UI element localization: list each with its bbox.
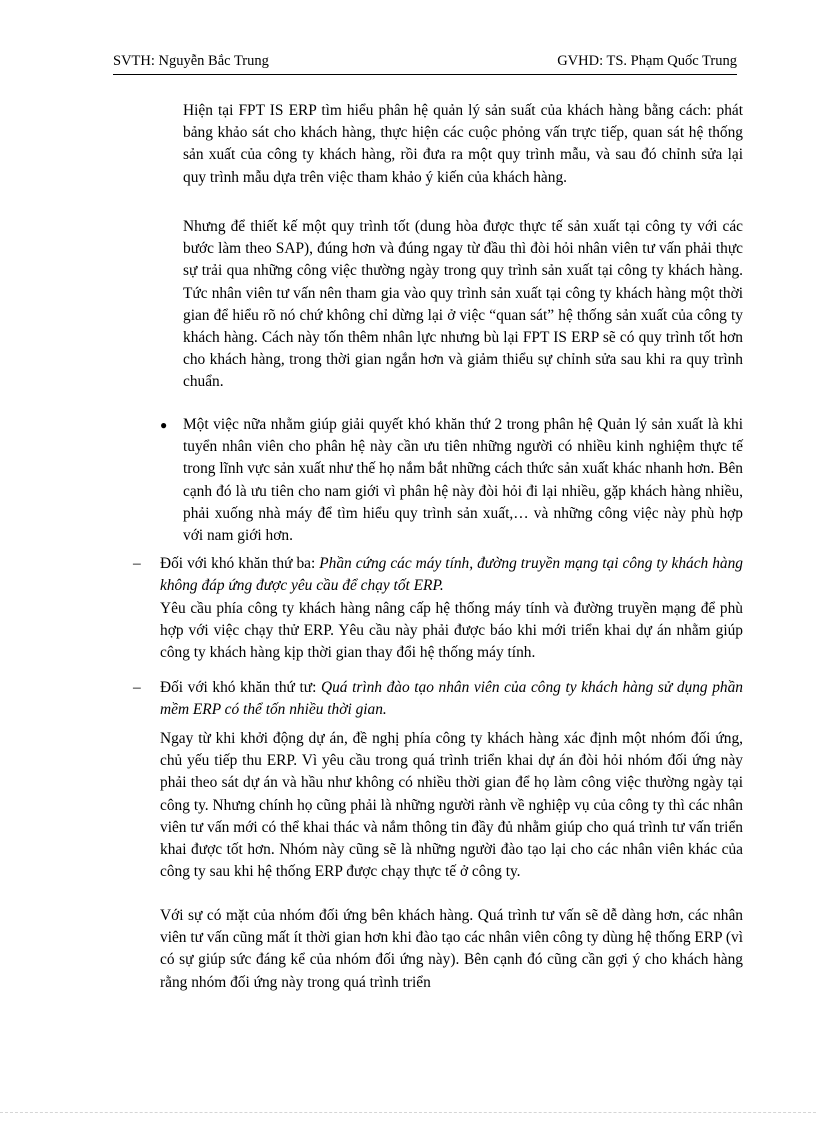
paragraph-difficulty-three bbox=[160, 553, 743, 597]
header-student: SVTH: Nguyễn Bắc Trung bbox=[113, 53, 269, 69]
paragraph-counterpart-benefit: Với sự có mặt của nhóm đối ứng bên khách hàng. Quá trình tư vấn sẽ dễ dàng hơn, các nhân viên tư vấn cũng mất ít thời gian hơn khi đào tạo các nhân viên công ty dùng hệ thống ERP (vì có sự giúp sức đáng kể của nhóm đối ứng này). Bên cạnh đó cũng cần gợi ý cho khách hàng rằng nhóm đối ứng này trong quá trình triển bbox=[160, 907, 743, 991]
dash-marker-icon: – bbox=[133, 679, 141, 696]
page-header bbox=[113, 52, 737, 75]
difficulty-three-title: Phần cứng các máy tính, đường truyền mạng tại công ty khách hàng không đáp ứng được yêu cầu để chạy tốt ERP. bbox=[160, 555, 744, 595]
paragraph-hardware-upgrade: Yêu cầu phía công ty khách hàng nâng cấp hệ thống máy tính và đường truyền mạng để phù hợp với việc chạy thử ERP. Yêu cầu này phải được báo khi mới triển khai dự án nhằm giúp công ty khách hàng kịp thời gian thay đổi hệ thống máy tính. bbox=[160, 600, 743, 662]
page-bottom-divider bbox=[0, 1112, 816, 1113]
difficulty-three-lead: Đối với khó khăn thứ ba: bbox=[160, 555, 320, 572]
difficulty-four-lead: Đối với khó khăn thứ tư: bbox=[160, 679, 321, 696]
dash-marker-icon: – bbox=[133, 555, 141, 572]
difficulty-four-title: Quá trình đào tạo nhân viên của công ty khách hàng sử dụng phần mềm ERP có thể tốn nhiều thời gian. bbox=[160, 679, 743, 719]
header-advisor: GVHD: TS. Phạm Quốc Trung bbox=[557, 53, 737, 69]
paragraph-current-approach: Hiện tại FPT IS ERP tìm hiểu phân hệ quản lý sản suất của khách hàng bằng cách: phát bảng khảo sát cho khách hàng, thực hiện các cuộc phỏng vấn trực tiếp, quan sát hệ thống sản xuất của công ty khách hàng, rồi đưa ra một quy trình mẫu, và sau đó chỉnh sửa lại quy trình mẫu dựa trên việc tham khảo ý kiến của khách hàng. bbox=[183, 102, 743, 186]
paragraph-bullet-hiring: Một việc nữa nhằm giúp giải quyết khó khăn thứ 2 trong phân hệ Quản lý sản xuất là khi tuyển nhân viên cho phân hệ này cần ưu tiên những người có nhiều kinh nghiệm thực tế trong lĩnh vực sản xuất như thế họ nắm bắt những cách thức sản xuất khác nhanh hơn. Bên cạnh đó là ưu tiên cho nam giới vì phân hệ này đòi hỏi đi lại nhiều, gặp khách hàng nhiều, phải xuống nhà máy để tìm hiểu quy trình sản xuất,… và những công việc này phù hợp với nam giới hơn. bbox=[183, 416, 743, 545]
paragraph-process-design: Nhưng để thiết kế một quy trình tốt (dung hòa được thực tế sản xuất tại công ty với các bước làm theo SAP), đúng hơn và đúng ngay từ đầu thì đòi hỏi nhân viên tư vấn phải thực sự trải qua những công việc thường ngày trong quy trình sản xuất tại công ty khách hàng. Tức nhân viên tư vấn nên tham gia vào quy trình sản xuất tại công ty khách hàng một thời gian để hiểu rõ nó chứ không chỉ dừng lại ở việc “quan sát” hệ thống sản xuất của công ty khách hàng. Cách này tốn thêm nhân lực nhưng bù lại FPT IS ERP sẽ có quy trình tốt hơn cho khách hàng, trong thời gian ngắn hơn và giảm thiểu sự chỉnh sửa sau khi ra quy trình chuẩn. bbox=[183, 218, 743, 391]
bullet-icon: ● bbox=[160, 418, 168, 432]
paragraph-counterpart-team: Ngay từ khi khởi động dự án, đề nghị phía công ty khách hàng xác định một nhóm đối ứng, chủ yếu tiếp thu ERP. Vì yêu cầu trong quá trình triển khai dự án đòi hỏi nhóm đối ứng này phải theo sát dự án và hầu như không có nhiều thời gian để họ làm công việc thường ngày tại công ty. Nhưng chính họ cũng phải là những người rành về nghiệp vụ của công ty thì các nhân viên tư vấn mới có thể khai thác và nắm thông tin đầy đủ nhằm giúp cho quá trình tư vấn triển khai được tốt hơn. Nhóm này cũng sẽ là những người đào tạo lại cho các nhân viên khác của công ty sau khi hệ thống ERP được chạy thực tế ở công ty. bbox=[160, 730, 743, 881]
paragraph-difficulty-four bbox=[160, 677, 743, 721]
